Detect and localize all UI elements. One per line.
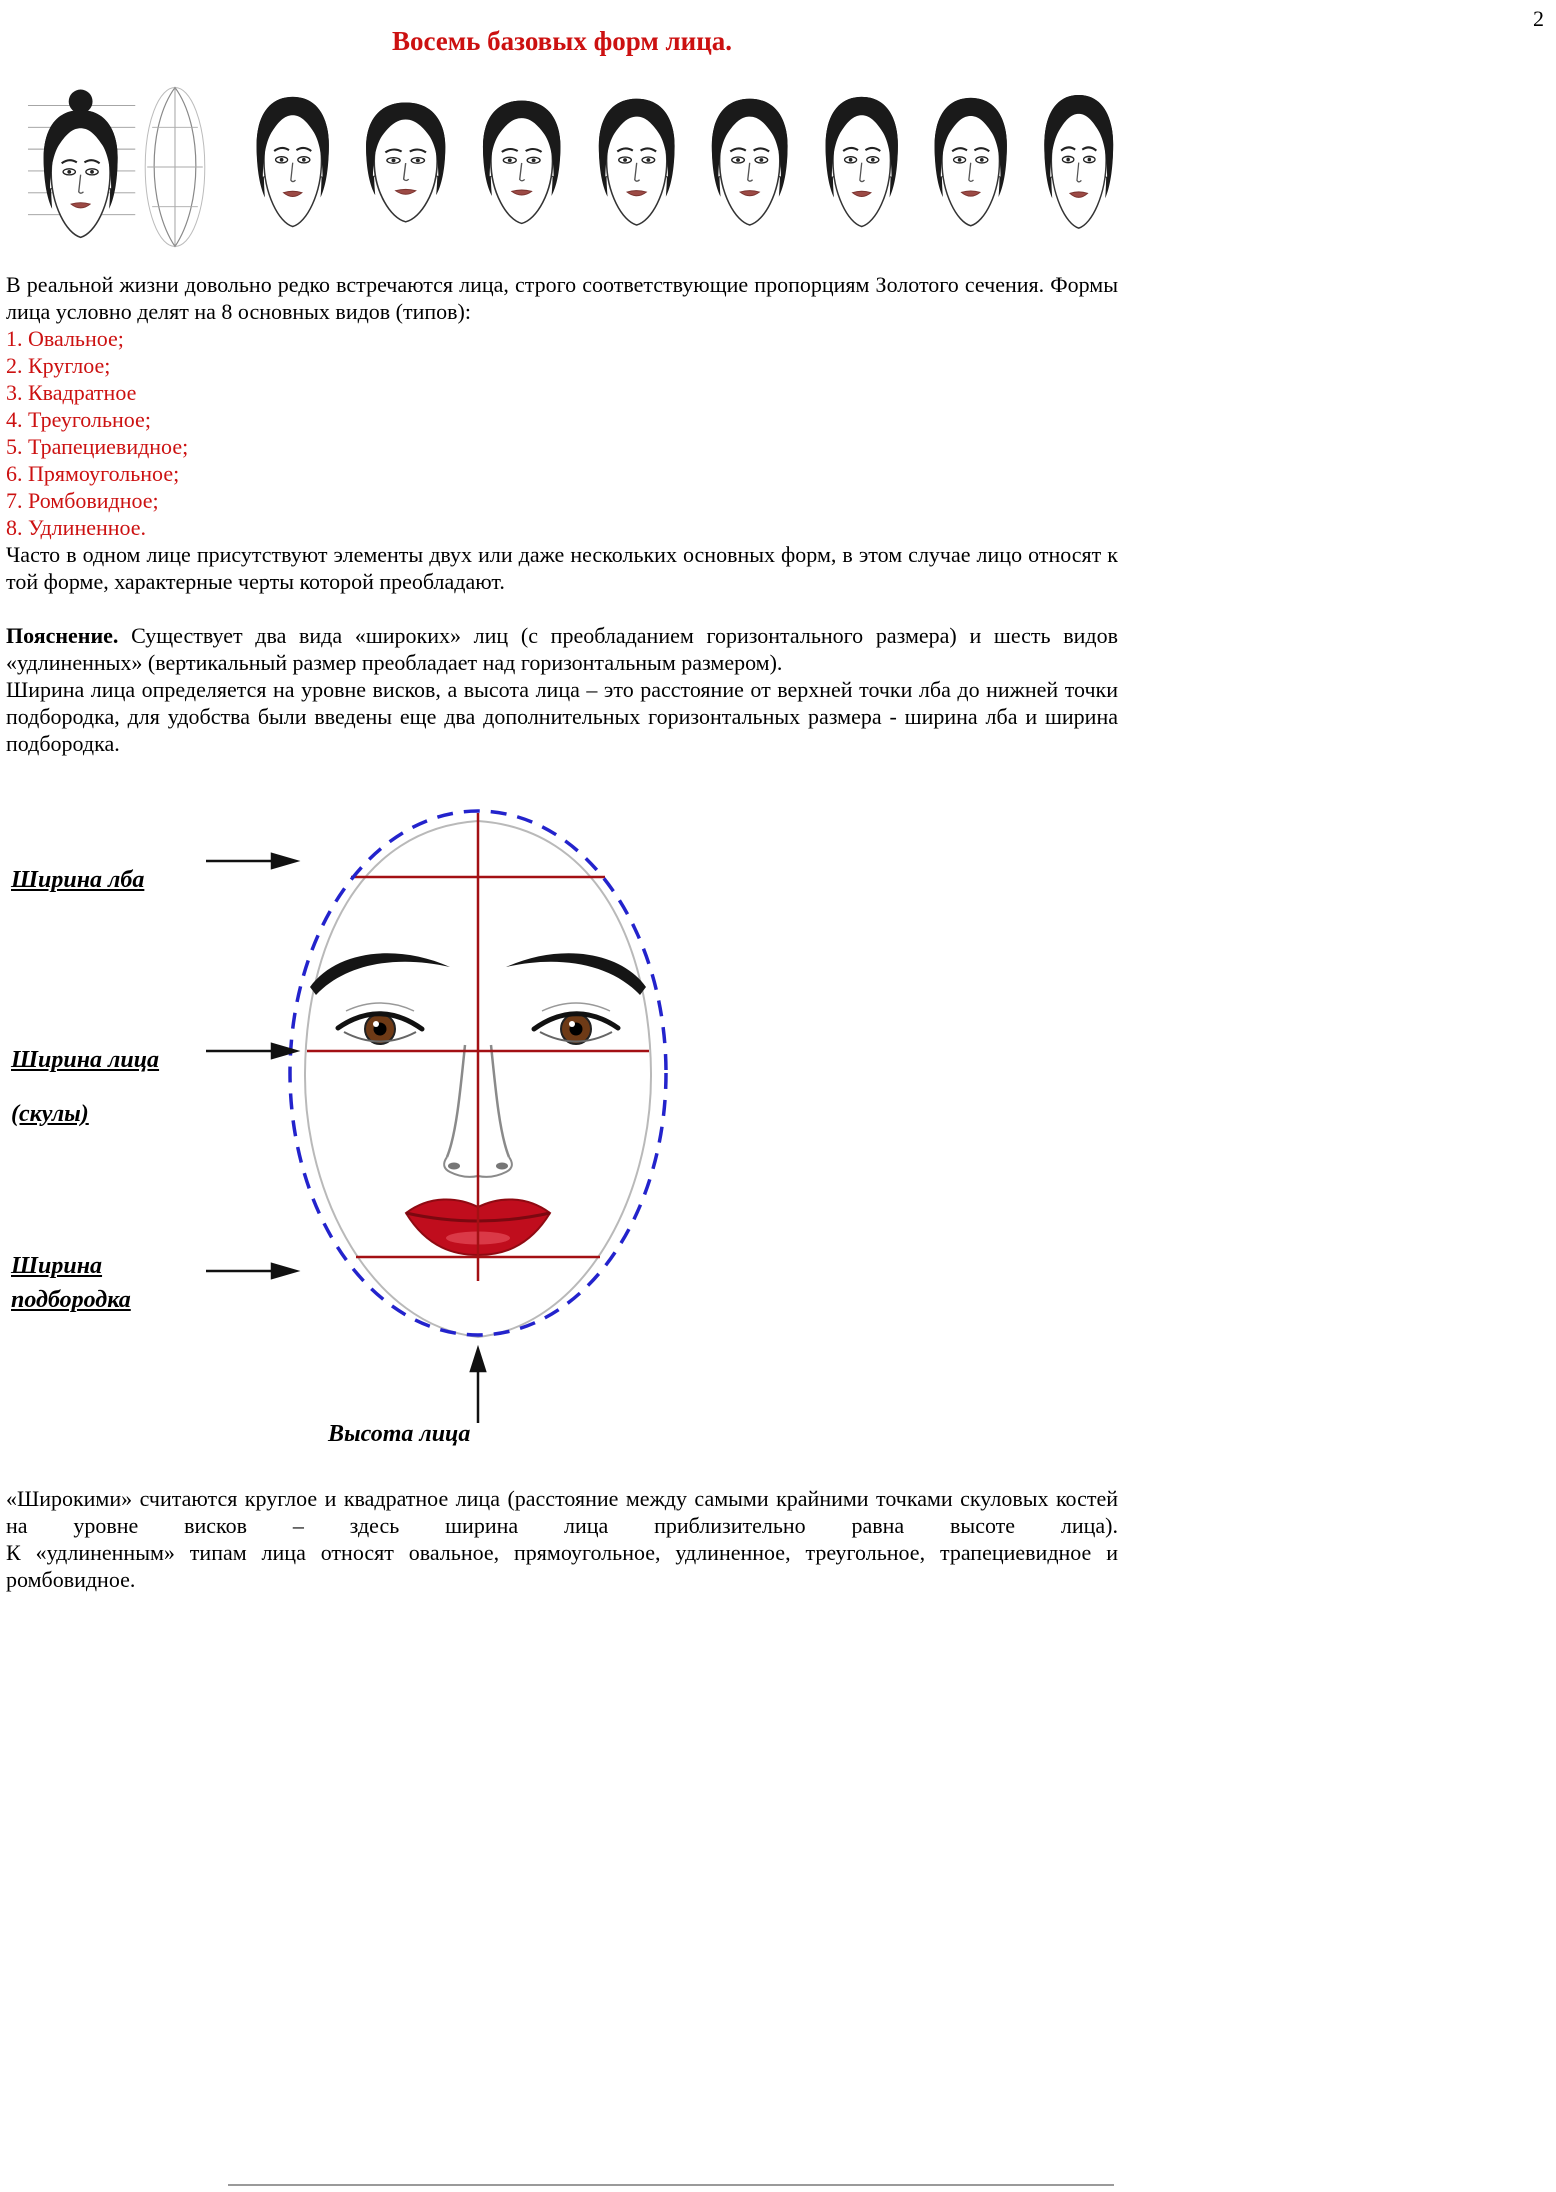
face-diagram-drawing bbox=[6, 805, 1118, 1485]
golden-ratio-face-figure bbox=[26, 75, 225, 261]
long-types-paragraph: К «удлиненным» типам лица относят овальное, прямоугольное, удлиненное, треугольное, трапециевидное и ромбовидное. bbox=[6, 1540, 1118, 1592]
intro-paragraph: В реальной жизни довольно редко встречаются лица, строго соответствующие пропорциям Золотого сечения. Формы лица условно делят на 8 основных видов (типов): bbox=[6, 272, 1118, 324]
bottom-rule bbox=[228, 2184, 1114, 2186]
face-type-item: 4. Треугольное; bbox=[6, 407, 151, 432]
chin-width-label-line1: Ширина bbox=[11, 1253, 103, 1279]
face-width-label: Ширина лица bbox=[11, 1047, 160, 1073]
face-type-item: 8. Удлиненное. bbox=[6, 515, 147, 540]
chin-width-label-line2: подбородка bbox=[11, 1287, 131, 1313]
face-type-item: 5. Трапециевидное; bbox=[6, 434, 189, 459]
mixing-paragraph: Часто в одном лице присутствуют элементы двух или даже нескольких основных форм, в этом случае лицо относят к той форме, характерные черты которой преобладают. bbox=[6, 542, 1118, 594]
hair-bun-icon bbox=[69, 90, 93, 114]
face-measurement-diagram bbox=[6, 805, 1118, 1485]
face-shape-elongated-icon bbox=[1039, 91, 1118, 245]
chin-width-arrow bbox=[206, 1264, 296, 1278]
face-shapes-figure-row bbox=[26, 73, 1118, 263]
forehead-width-arrow bbox=[206, 854, 296, 868]
face-height-arrow bbox=[471, 1349, 485, 1423]
explanation-lead: Пояснение. bbox=[6, 623, 119, 648]
face-shape-triangle-icon bbox=[593, 95, 680, 241]
face-type-item: 2. Круглое; bbox=[6, 353, 111, 378]
explanation-body: Существует два вида «широких» лиц (с преобладанием горизонтального размера) и шесть видов «удлиненных» (вертикальный размер преобладает над горизонтальным размером). bbox=[6, 623, 1118, 675]
face-type-item: 6. Прямоугольное; bbox=[6, 461, 180, 486]
explanation-paragraph bbox=[6, 622, 1118, 676]
face-shape-round-icon bbox=[360, 99, 451, 237]
face-height-label: Высота лица bbox=[328, 1421, 471, 1447]
page-title: Восемь базовых форм лица. bbox=[391, 26, 733, 56]
wide-types-paragraph: «Широкими» считаются круглое и квадратное лица (расстояние между самыми крайними точками скуловых костей на уровне висков – здесь ширина лица приблизительно равна высоте лица). bbox=[6, 1486, 1118, 1538]
face-type-item: 3. Квадратное bbox=[6, 380, 137, 405]
forehead-width-label: Ширина лба bbox=[11, 867, 145, 893]
face-shape-diamond-icon bbox=[929, 94, 1012, 242]
face-shape-oval-icon bbox=[251, 93, 334, 243]
face-type-item: 7. Ромбовидное; bbox=[6, 488, 159, 513]
face-shape-square-icon bbox=[477, 97, 566, 239]
face-shape-rectangle-icon bbox=[820, 93, 903, 243]
face-type-item: 1. Овальное; bbox=[6, 326, 124, 351]
face-shape-trapezoid-icon bbox=[706, 95, 793, 241]
width-definition-paragraph: Ширина лица определяется на уровне висков, а высота лица – это расстояние от верхней точки лба до нижней точки подбородка, для удобства были введены еще два дополнительных горизонтальных размера - ширина лба и ширина подбородка. bbox=[6, 677, 1118, 756]
page-number: 2 bbox=[1533, 6, 1544, 31]
cheekbones-label: (скулы) bbox=[11, 1101, 89, 1127]
face-width-arrow bbox=[206, 1044, 296, 1058]
face-type-list bbox=[6, 325, 1118, 541]
